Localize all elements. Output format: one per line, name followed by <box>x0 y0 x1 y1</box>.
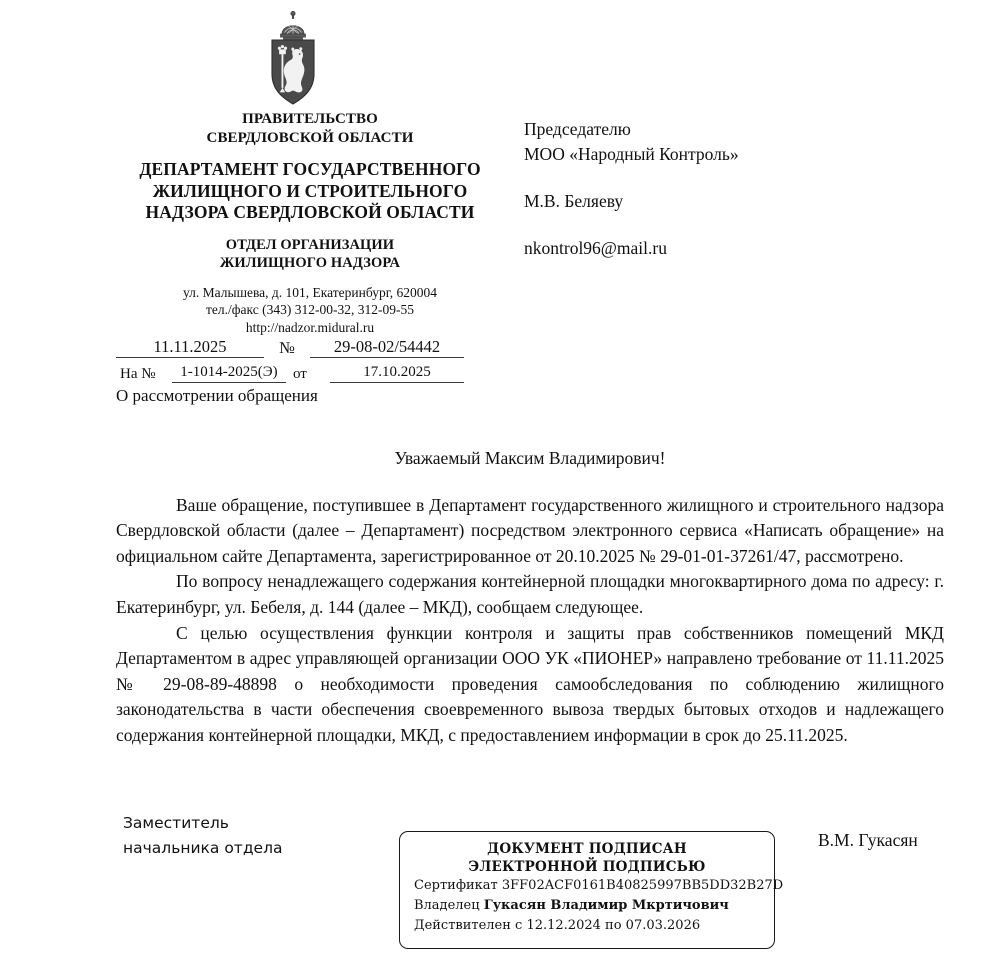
stamp-valid-to: 07.03.2026 <box>625 918 701 933</box>
stamp-certificate-value: 3FF02ACF0161B40825997BB5DD32B27D <box>501 878 784 893</box>
document-subject: О рассмотрении обращения <box>116 386 318 405</box>
stamp-valid-label: Действителен с <box>414 918 523 933</box>
website-url[interactable]: http://nadzor.midural.ru <box>245 319 375 335</box>
stamp-owner-value: Гукасян Владимир Мкртичович <box>483 898 729 913</box>
stamp-heading-line-1: ДОКУМЕНТ ПОДПИСАН <box>487 841 687 857</box>
contact-details <box>112 284 508 337</box>
stamp-valid-from: 12.12.2024 <box>526 918 601 933</box>
division-name <box>112 236 508 272</box>
division-line-2: ЖИЛИЩНОГО НАДЗОРА <box>219 254 401 271</box>
government-name <box>112 110 508 147</box>
addressee-name: М.В. Беляеву <box>524 191 624 211</box>
stamp-certificate <box>400 876 784 896</box>
letter-body <box>116 446 944 749</box>
in-reply-date: 17.10.2025 <box>330 358 464 383</box>
in-reply-number: 1-1014-2025(Э) <box>172 358 286 383</box>
addressee-organization: МОО «Народный Контроль» <box>524 144 739 164</box>
department-line-3: НАДЗОРА СВЕРДЛОВСКОЙ ОБЛАСТИ <box>145 202 475 222</box>
coat-of-arms-icon <box>266 8 320 106</box>
requisites-row-outgoing <box>116 334 464 358</box>
electronic-signature-stamp <box>399 831 784 949</box>
addressee-position: Председателю <box>524 119 631 139</box>
department-line-2: ЖИЛИЩНОГО И СТРОИТЕЛЬНОГО <box>152 180 468 201</box>
in-reply-label: На № <box>120 366 156 382</box>
phone-fax: тел./факс (343) 312-00-32, 312-09-55 <box>206 302 414 317</box>
addressee-spacer-1 <box>524 167 934 189</box>
stamp-owner-label: Владелец <box>414 898 480 913</box>
signer-title-line-1: Заместитель <box>123 814 229 832</box>
signer-name: В.М. Гукасян <box>818 830 918 850</box>
government-line-2: СВЕРДЛОВСКОЙ ОБЛАСТИ <box>206 129 414 146</box>
stamp-validity <box>400 916 774 936</box>
body-paragraph-3: С целью осуществления функции контроля и защиты прав собственников помещений МКД Департаментом в адрес управляющей организации ООО УК «ПИОНЕР» направлено требование от 11.11.2025 № 29-08-89-48898 о необходимости проведения самообследования по соблюдению жилищного законодательства в части обеспечения своевременного вывоза твердых бытовых отходов и надлежащего содержания контейнерной площадки, МКД, с предоставлением информации в срок до 25.11.2025. <box>116 622 944 745</box>
stamp-heading <box>400 841 774 876</box>
requisites-row-incoming <box>116 358 464 383</box>
from-label: от <box>293 366 307 382</box>
letterhead <box>112 110 508 336</box>
addressee-spacer-2 <box>524 214 934 236</box>
postal-address: ул. Малышева, д. 101, Екатеринбург, 620004 <box>183 284 437 300</box>
outgoing-number: 29-08-02/54442 <box>310 334 464 358</box>
stamp-heading-line-2: ЭЛЕКТРОННОЙ ПОДПИСЬЮ <box>468 858 706 875</box>
addressee-block <box>524 117 934 261</box>
signer-title-line-2: начальника отдела <box>123 839 283 857</box>
body-paragraph-1: Ваше обращение, поступившее в Департамент государственного жилищного и строительного надзора Свердловской области (далее – Департамент) посредством электронного сервиса «Написать обращение» на официальном сайте Департамента, зарегистрированное от 20.10.2025 № 29-01-01-37261/47, рассмотрено. <box>116 494 944 566</box>
stamp-owner <box>400 896 774 916</box>
body-paragraph-2: По вопросу ненадлежащего содержания контейнерной площадки многоквартирного дома по адресу: г. Екатеринбург, ул. Бебеля, д. 144 (далее – МКД), сообщаем следующее. <box>116 571 944 617</box>
government-line-1: ПРАВИТЕЛЬСТВО <box>242 111 378 127</box>
department-name <box>112 159 508 224</box>
number-label: № <box>279 338 295 357</box>
addressee-email[interactable]: nkontrol96@mail.ru <box>524 238 667 258</box>
department-line-1: ДЕПАРТАМЕНТ ГОСУДАРСТВЕННОГО <box>139 159 481 179</box>
outgoing-date: 11.11.2025 <box>116 334 264 358</box>
signer-title <box>123 811 283 861</box>
stamp-valid-to-label: по <box>605 918 622 933</box>
division-line-1: ОТДЕЛ ОРГАНИЗАЦИИ <box>225 236 395 253</box>
requisites-block <box>116 334 464 383</box>
stamp-certificate-label: Сертификат <box>414 878 498 893</box>
salutation: Уважаемый Максим Владимирович! <box>394 448 666 468</box>
